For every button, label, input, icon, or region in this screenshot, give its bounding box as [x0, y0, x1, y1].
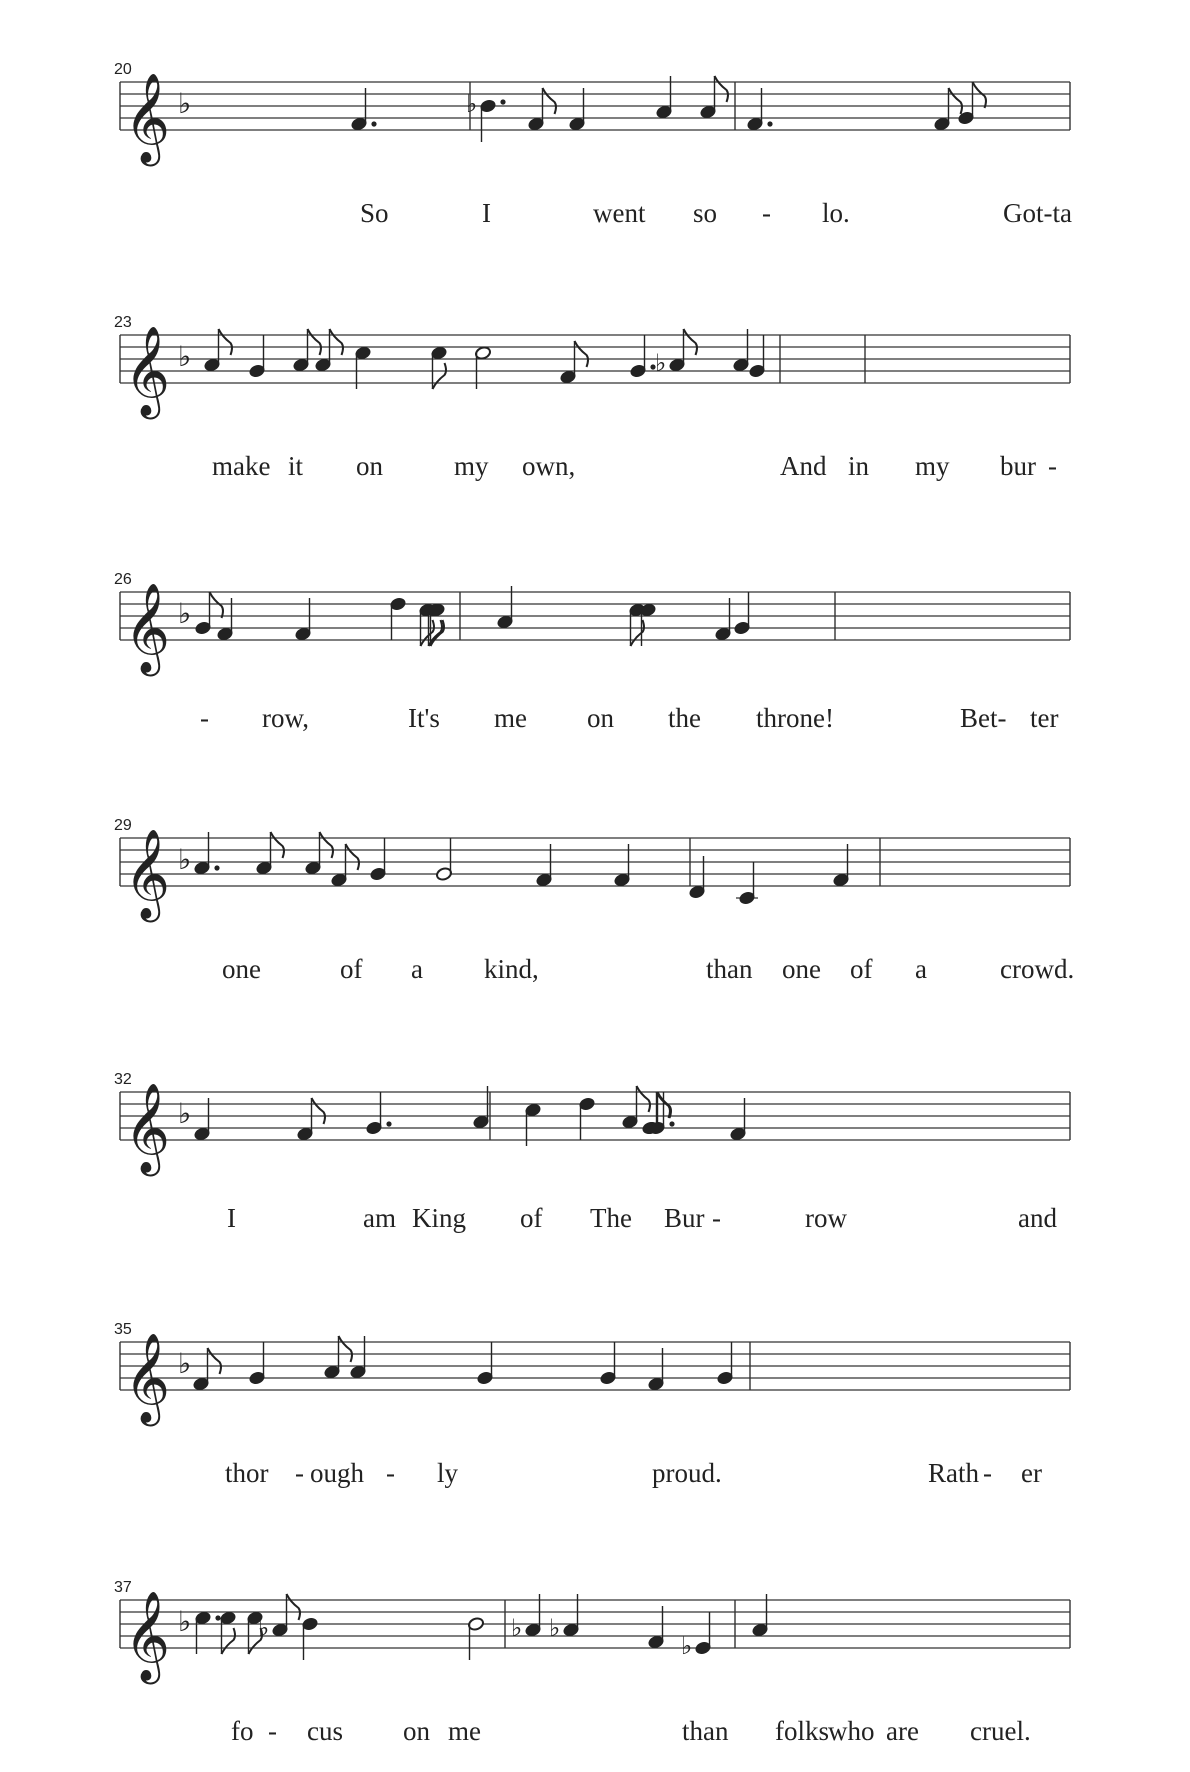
- lyric-syllable: -: [1048, 451, 1057, 481]
- flat-accidental-icon: ♭: [466, 90, 478, 118]
- measure-number: 26: [114, 571, 132, 588]
- treble-clef-icon: 𝄞: [124, 1333, 171, 1423]
- lyric-syllable: cus: [307, 1716, 343, 1746]
- lyric-syllable: it: [288, 451, 304, 481]
- lyric-syllable: on: [403, 1716, 430, 1746]
- note-flag: [312, 1098, 326, 1124]
- measure-number: 20: [114, 61, 132, 78]
- augmentation-dot: [767, 121, 772, 126]
- lyric-syllable: King: [412, 1203, 466, 1233]
- note-flag: [346, 844, 360, 870]
- lyric-syllable: me: [448, 1716, 481, 1746]
- note-flag: [320, 832, 334, 858]
- lyric-syllable: on: [356, 451, 383, 481]
- lyric-syllable: ly: [437, 1458, 459, 1488]
- lyric-syllable: -: [983, 1458, 992, 1488]
- lyric-syllable: than: [682, 1716, 729, 1746]
- note-flag: [222, 1628, 236, 1654]
- augmentation-dot: [500, 99, 505, 104]
- measure-number: 23: [114, 314, 132, 331]
- lyric-syllable: Bet-: [960, 703, 1007, 733]
- key-signature-flat-icon: ♭: [178, 1347, 192, 1380]
- lyric-syllable: lo.: [822, 198, 850, 228]
- note-flag: [575, 341, 589, 367]
- treble-clef-icon: 𝄞: [124, 829, 171, 919]
- lyric-syllable: bur: [1000, 451, 1036, 481]
- measure-number: 37: [114, 1579, 132, 1596]
- flat-accidental-icon: ♭: [681, 1632, 693, 1660]
- lyric-syllable: of: [850, 954, 873, 984]
- lyric-syllable: Bur: [664, 1203, 705, 1233]
- lyric-syllable: the: [668, 703, 701, 733]
- lyric-syllable: -: [712, 1203, 721, 1233]
- treble-clef-icon: 𝄞: [124, 326, 171, 416]
- lyric-syllable: own,: [522, 451, 576, 481]
- lyric-syllable: me: [494, 703, 527, 733]
- lyric-syllable: row,: [262, 703, 309, 733]
- measure-number: 29: [114, 817, 132, 834]
- note-flag: [637, 1086, 651, 1112]
- augmentation-dot: [371, 121, 376, 126]
- augmentation-dot: [669, 1121, 674, 1126]
- note-flag: [543, 88, 557, 114]
- lyric-syllable: folks: [775, 1716, 829, 1746]
- augmentation-dot: [386, 1121, 391, 1126]
- lyric-syllable: fo: [231, 1716, 254, 1746]
- lyric-syllable: one: [782, 954, 821, 984]
- lyric-syllable: ter: [1030, 703, 1059, 733]
- lyric-syllable: my: [915, 451, 950, 481]
- measure-number: 35: [114, 1321, 132, 1338]
- note-flag: [210, 592, 224, 618]
- treble-clef-icon: 𝄞: [124, 1083, 171, 1173]
- lyric-syllable: ough: [310, 1458, 364, 1488]
- lyric-syllable: It's: [408, 703, 440, 733]
- lyric-syllable: on: [587, 703, 614, 733]
- note-flag: [308, 329, 322, 355]
- lyric-syllable: The: [590, 1203, 632, 1233]
- flat-accidental-icon: ♭: [511, 1614, 523, 1642]
- lyric-syllable: my: [454, 451, 489, 481]
- lyric-syllable: thor: [225, 1458, 269, 1488]
- key-signature-flat-icon: ♭: [178, 1605, 192, 1638]
- note-flag: [949, 88, 963, 114]
- lyric-syllable: went: [593, 198, 646, 228]
- flat-accidental-icon: ♭: [549, 1614, 561, 1642]
- lyric-syllable: am: [363, 1203, 396, 1233]
- lyric-syllable: who: [828, 1716, 875, 1746]
- lyric-syllable: a: [411, 954, 423, 984]
- note-flag: [433, 363, 447, 389]
- note-flag: [208, 1348, 222, 1374]
- note-flag: [339, 1336, 353, 1362]
- lyric-syllable: than: [706, 954, 753, 984]
- treble-clef-icon: 𝄞: [124, 73, 171, 163]
- lyric-syllable: And: [780, 451, 827, 481]
- measure-number: 32: [114, 1071, 132, 1088]
- key-signature-flat-icon: ♭: [178, 843, 192, 876]
- lyric-syllable: row: [805, 1203, 847, 1233]
- lyric-syllable: throne!: [756, 703, 834, 733]
- treble-clef-icon: 𝄞: [124, 583, 171, 673]
- augmentation-dot: [214, 865, 219, 870]
- lyric-syllable: a: [915, 954, 927, 984]
- lyric-syllable: -: [200, 703, 209, 733]
- lyric-syllable: I: [482, 198, 491, 228]
- lyric-syllable: of: [340, 954, 363, 984]
- flat-accidental-icon: ♭: [258, 1614, 270, 1642]
- note-flag: [219, 329, 233, 355]
- augmentation-dot: [215, 1615, 220, 1620]
- note-flag: [330, 329, 344, 355]
- lyric-syllable: are: [886, 1716, 919, 1746]
- lyric-syllable: I: [227, 1203, 236, 1233]
- lyric-syllable: of: [520, 1203, 543, 1233]
- lyric-syllable: Rath: [928, 1458, 979, 1488]
- lyric-syllable: in: [848, 451, 870, 481]
- note-flag: [271, 832, 285, 858]
- lyric-syllable: -: [386, 1458, 395, 1488]
- lyric-syllable: er: [1021, 1458, 1042, 1488]
- lyric-syllable: Got-ta: [1003, 198, 1072, 228]
- lyric-syllable: cruel.: [970, 1716, 1031, 1746]
- treble-clef-icon: 𝄞: [124, 1591, 171, 1681]
- lyric-syllable: -: [268, 1716, 277, 1746]
- key-signature-flat-icon: ♭: [178, 597, 192, 630]
- key-signature-flat-icon: ♭: [178, 340, 192, 373]
- lyric-syllable: make: [212, 451, 271, 481]
- note-flag: [287, 1594, 301, 1620]
- lyric-syllable: and: [1018, 1203, 1057, 1233]
- key-signature-flat-icon: ♭: [178, 87, 192, 120]
- lyric-syllable: So: [360, 198, 389, 228]
- lyric-syllable: -: [295, 1458, 304, 1488]
- note-flag: [684, 329, 698, 355]
- flat-accidental-icon: ♭: [655, 349, 667, 377]
- lyric-syllable: -: [762, 198, 771, 228]
- note-flag: [715, 76, 729, 102]
- note-flag: [973, 82, 987, 108]
- lyric-syllable: so: [693, 198, 718, 228]
- lyric-syllable: one: [222, 954, 261, 984]
- key-signature-flat-icon: ♭: [178, 1097, 192, 1130]
- lyric-syllable: proud.: [652, 1458, 722, 1488]
- lyric-syllable: crowd.: [1000, 954, 1075, 984]
- lyric-syllable: kind,: [484, 954, 539, 984]
